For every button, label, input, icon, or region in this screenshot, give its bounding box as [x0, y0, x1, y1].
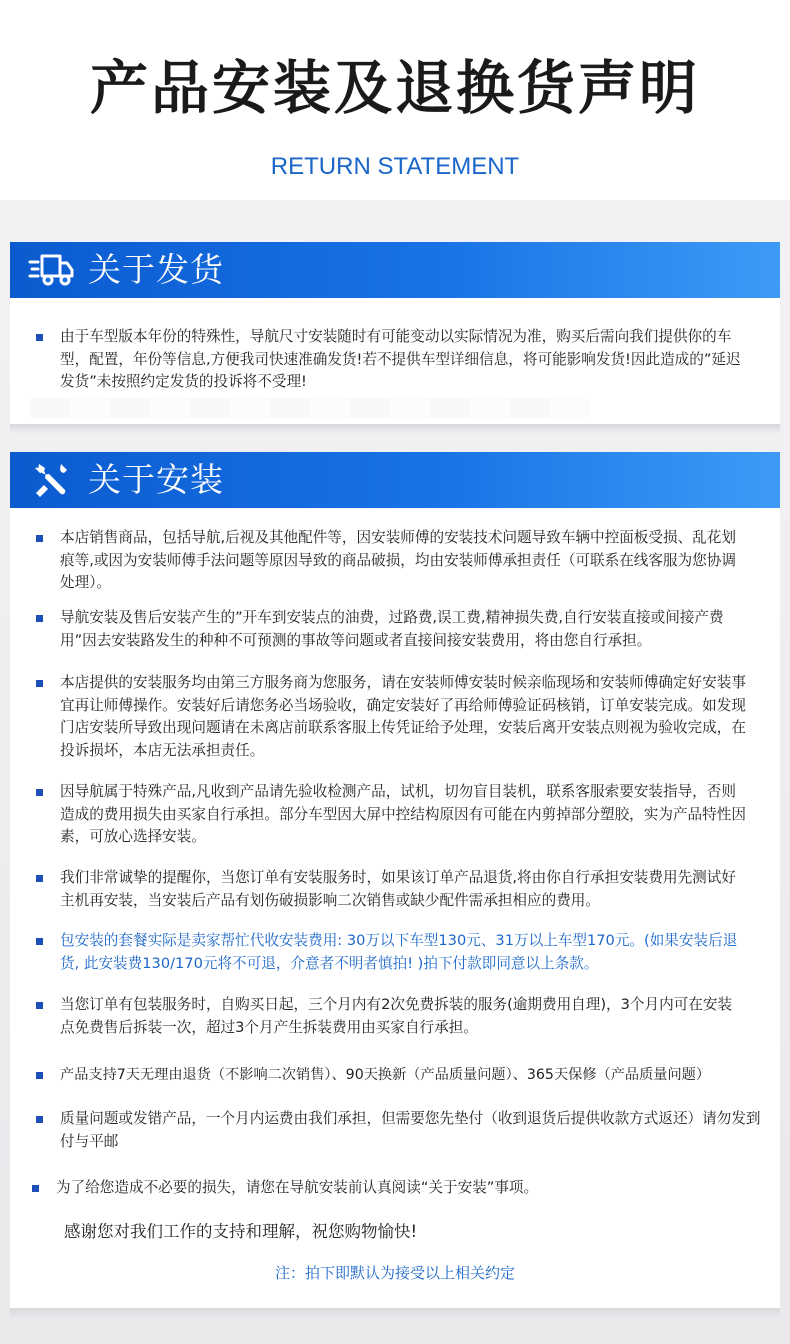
bullet-icon [36, 1002, 43, 1009]
section-header-installation [10, 452, 780, 508]
installation-item [36, 781, 746, 849]
thanks-message: 感谢您对我们工作的支持和理解，祝您购物愉快! [64, 1222, 418, 1241]
bullet-icon [36, 875, 43, 882]
agreement-note: 注：拍下即默认为接受以上相关约定 [274, 1264, 515, 1282]
bullet-icon [36, 789, 43, 796]
section-header-shipping [10, 242, 780, 298]
divider-shadow [10, 424, 780, 434]
installation-item-text: 本店销售商品，包括导航,后视及其他配件等，因安装师傅的安装技术问题导致车辆中控面板受损、乱花划痕等,或因为安装师傅手法问题等原因导致的商品破损，均由安装师傅承担责任（可联系在线客服为您协调处理）。 [60, 529, 736, 591]
divider-shadow-bottom [10, 1308, 780, 1318]
installation-item-text: 产品支持7天无理由退货（不影响二次销售）、90天换新（产品质量问题）、365天保修（产品质量问题） [60, 1067, 711, 1083]
installation-item [36, 672, 746, 762]
page-subtitle: RETURN STATEMENT [270, 153, 520, 180]
bullet-icon [36, 938, 43, 945]
installation-item-text: 包安装的套餐实际是卖家帮忙代收安装费用: 30万以下车型130元、31万以上车型170元。(如果安装后退货, 此安装费130/170元将不可退，介意者不明者慎拍! )拍下付款即同意以上条款。 [60, 932, 738, 972]
bullet-icon [36, 1116, 43, 1123]
installation-item-text: 当您订单有包装服务时，自购买日起，三个月内有2次免费拆装的服务(逾期费用自理)，3个月内可在安装点免费售后拆装一次，超过3个月产生拆装费用由买家自行承担。 [60, 996, 733, 1036]
section-title-shipping: 关于发货 [88, 250, 224, 289]
installation-item [36, 867, 746, 912]
bullet-icon [36, 1072, 43, 1079]
shipping-item-text: 由于车型版本年份的特殊性，导航尺寸安装随时有可能变动以实际情况为准，购买后需向我们提供你的车型，配置，年份等信息,方便我司快速准确发货!若不提供车型详细信息，将可能影响发货!因此造成的”延迟发货”未按照约定发货的投诉将不受理! [60, 328, 741, 390]
installation-item [36, 994, 746, 1039]
shipping-item [36, 326, 746, 394]
installation-item-text: 质量问题或发错产品，一个月内运费由我们承担，但需要您先垫付（收到退货后提供收款方式返还）请勿发到付与平邮 [60, 1110, 761, 1150]
bullet-icon [36, 615, 43, 622]
installation-item-text: 因导航属于特殊产品,凡收到产品请先验收检测产品，试机，切勿盲目装机，联系客服索要安装指导，否则造成的费用损失由买家自行承担。部分车型因大屏中控结构原因有可能在内剪掉部分塑胶，实为产品特性因素，可放心选择安装。 [60, 783, 746, 845]
installation-item-text: 本店提供的安装服务均由第三方服务商为您服务，请在安装师傅安装时候亲临现场和安装师傅确定好安装事宜再让师傅操作。安装好后请您务必当场验收，确定安装好了再给师傅验证码核销，订单安装完成。如发现门店安装所导致出现问题请在未离店前联系客服上传凭证给予处理，安装后离开安装点则视为验收完成，在投诉损坏，本店无法承担责任。 [60, 674, 746, 759]
bullet-icon [36, 680, 43, 687]
installation-item [36, 1064, 766, 1087]
installation-item-highlight [36, 930, 746, 975]
installation-item-text: 我们非常诚挚的提醒你，当您订单有安装服务时，如果该订单产品退货,将由你自行承担安装费用先测试好主机再安装，当安装后产品有划伤破损影响二次销售或缺少配件需承担相应的费用。 [60, 869, 736, 909]
installation-item [32, 1177, 742, 1200]
installation-item [36, 1108, 766, 1153]
installation-item-text: 导航安装及售后安装产生的”开车到安装点的油费，过路费,误工费,精神损失费,自行安装直接或间接产费用”因去安装路发生的种种不可预测的事故等问题或者直接间接安装费用，将由您自行承担。 [60, 609, 724, 649]
installation-item [36, 607, 746, 652]
installation-item-text: 为了给您造成不必要的损失，请您在导航安装前认真阅读“关于安装”事项。 [56, 1179, 539, 1196]
delivery-truck-icon [28, 247, 74, 293]
page-title: 产品安装及退换货声明 [89, 54, 700, 122]
faded-text-line [30, 398, 590, 418]
installation-item [36, 527, 746, 595]
bullet-icon [36, 535, 43, 542]
section-title-installation: 关于安装 [88, 460, 224, 499]
wrench-screwdriver-icon [28, 457, 74, 503]
bullet-icon [32, 1185, 39, 1192]
bullet-icon [36, 334, 43, 341]
